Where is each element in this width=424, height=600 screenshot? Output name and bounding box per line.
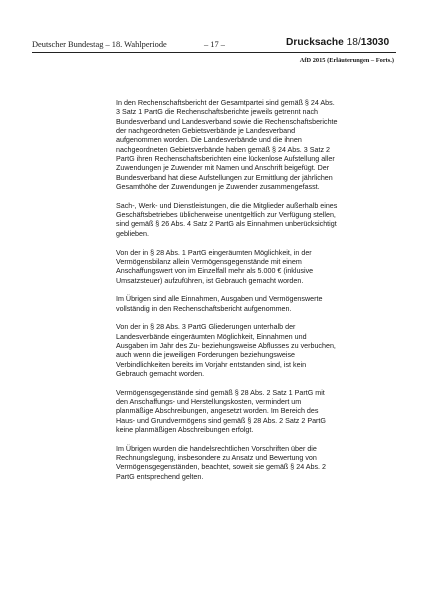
paragraph: Im Übrigen sind alle Einnahmen, Ausgaben und Vermögenswerte vollständig in den Rechenschaftsbericht aufgenommen. — [116, 295, 323, 313]
section-subheader: AfD 2015 (Erläuterungen – Forts.) — [299, 57, 394, 64]
drucksache-number — [286, 37, 389, 48]
drucksache-period: 18/ — [346, 37, 361, 48]
drucksache-label: Drucksache — [286, 37, 344, 48]
paragraph: Vermögensgegenstände sind gemäß § 28 Abs. 2 Satz 1 PartG mit den Anschaffungs- und Herstellungskosten, vermindert um planmäßige Abschreibungen, angesetzt worden. Im Bereich des Haus- und Grundvermögens sind gemäß § 28 Abs. 2 Satz 2 PartG keine planmäßigen Abschreibungen erfolgt. — [116, 388, 326, 435]
page-number: – 17 – — [204, 40, 225, 49]
paragraph: In den Rechenschaftsbericht der Gesamtpartei sind gemäß § 24 Abs. 3 Satz 1 PartG die Rechenschaftsberichte jeweils getrennt nach Bundesverband und Landesverband sowie die Rechenschaftsberichte der nachgeordneten Gebietsverbände je Landesverband aufgenommen worden. Die Landesverbände und die ihnen nachgeordneten Gebietsverbände haben gemäß § 24 Abs. 3 Satz 2 PartG ihren Rechenschaftsberichten eine lückenlose Aufstellung aller Zuwendungen je Zuwender mit Namen und Anschrift beigefügt. Der Bundesverband hat diese Aufstellungen zur Ermittlung der jährlichen Gesamthöhe der Zuwendungen je Zuwender zusammengefasst. — [116, 99, 338, 192]
header-parliament-period: Deutscher Bundestag – 18. Wahlperiode — [32, 40, 167, 49]
paragraph: Von der in § 28 Abs. 1 PartG eingeräumten Möglichkeit, in der Vermögensbilanz allein Vermögensgegenstände mit einem Anschaffungswert von im Einzelfall mehr als 5.000 € (inklusive Umsatzsteuer) aufzuführen, ist Gebrauch gemacht worden. — [116, 248, 314, 285]
paragraph: Sach-, Werk- und Dienstleistungen, die die Mitglieder außerhalb eines Geschäftsbetriebes üblicherweise unentgeltlich zur Verfügung stellen, sind gemäß § 26 Abs. 4 Satz 2 PartG als Einnahmen unberücksichtigt geblieben. — [116, 201, 338, 238]
drucksache-doc-number: 13030 — [360, 37, 390, 48]
header-divider — [32, 52, 396, 53]
body-text — [116, 99, 338, 482]
paragraph: Von der in § 28 Abs. 3 PartG Gliederungen unterhalb der Landesverbände eingeräumten Möglichkeit, Einnahmen und Ausgaben im Jahr des Zu- beziehungsweise Abflusses zu verbuchen, auch wenn die jeweiligen Forderungen beziehungsweise Verbindlichkeiten bereits im Vorjahr entstanden sind, ist kein Gebrauch gemacht worden. — [116, 323, 336, 378]
paragraph: Im Übrigen wurden die handelsrechtlichen Vorschriften über die Rechnungslegung, insbesondere zu Ansatz und Bewertung von Vermögensgegenständen, beachtet, soweit sie gemäß § 24 Abs. 2 PartG entsprechend gelten. — [116, 444, 326, 481]
